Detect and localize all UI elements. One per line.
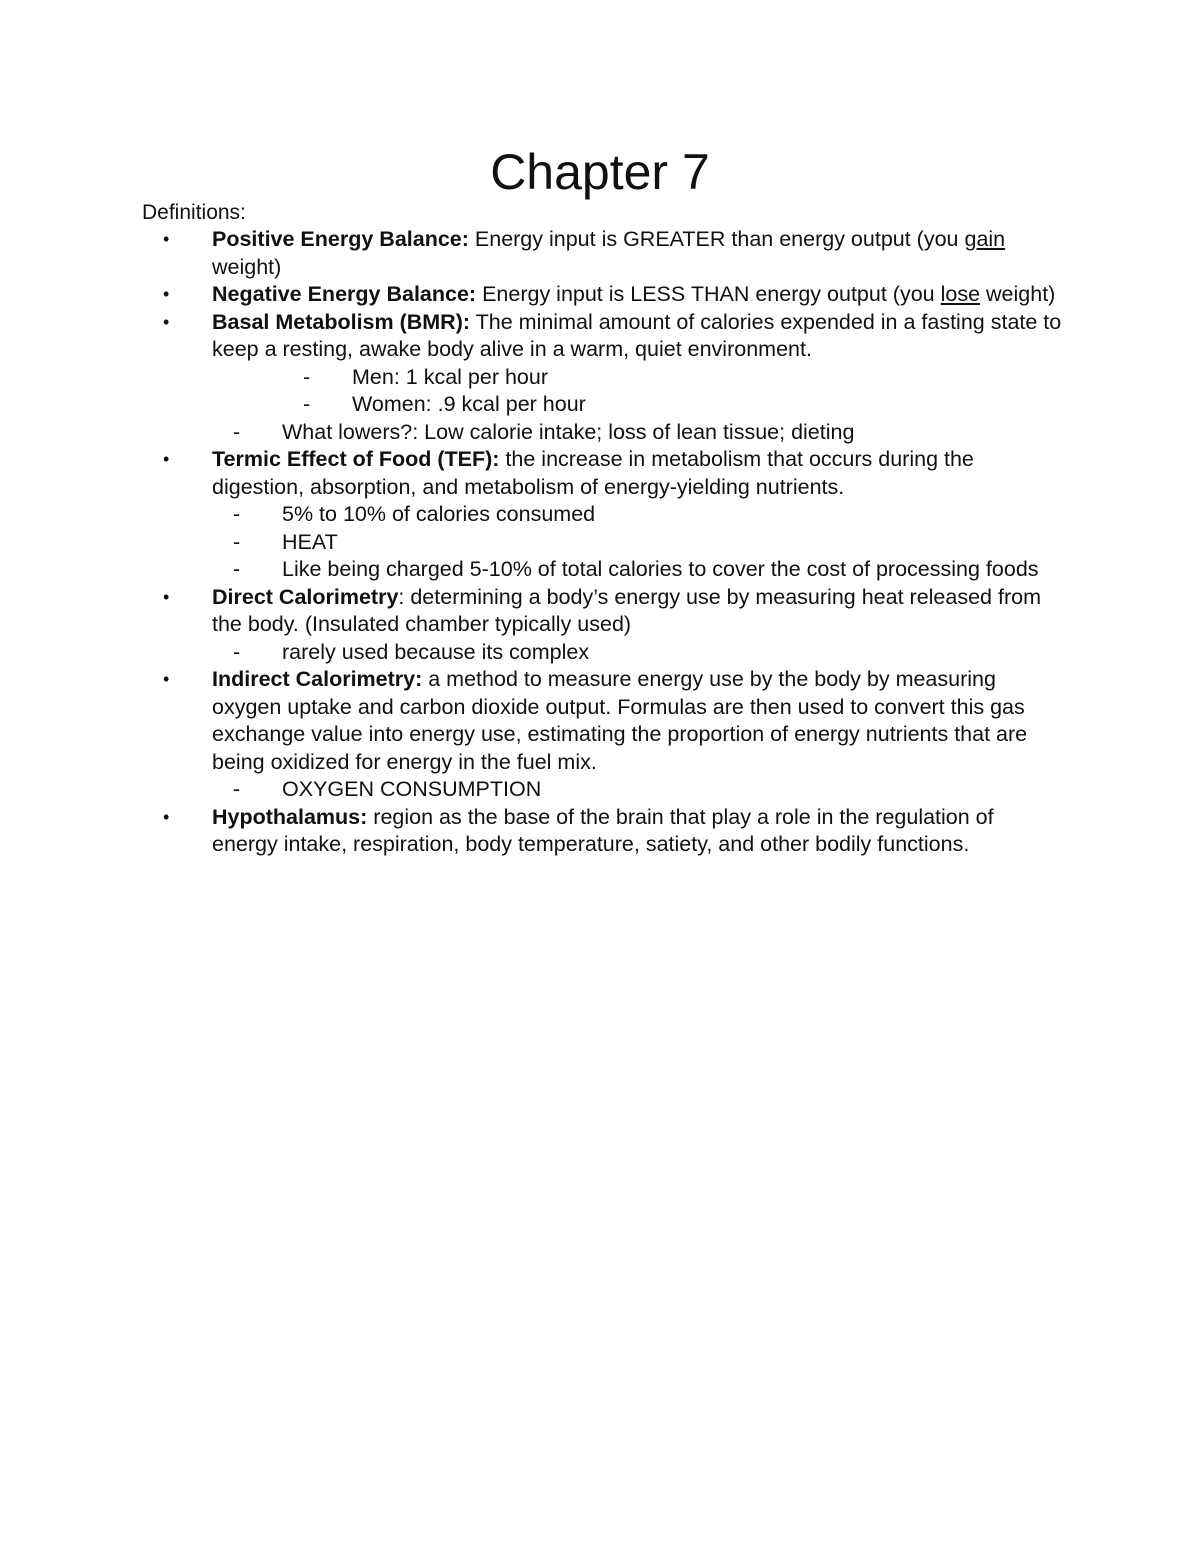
- dash: -: [233, 419, 241, 444]
- sub-item: [0, 419, 1082, 447]
- definition-term: Direct Calorimetry: [212, 584, 399, 609]
- definition-item-basal-metabolism: [0, 309, 1062, 364]
- definition-item-negative-energy-balance: [0, 281, 1062, 309]
- definition-item-indirect-calorimetry: [0, 666, 1062, 776]
- definition-text-end: weight): [212, 254, 282, 279]
- definition-item-termic-effect-of-food: [0, 446, 1062, 501]
- definitions-heading: Definitions:: [142, 201, 246, 224]
- definition-item-positive-energy-balance: [0, 226, 1062, 281]
- definition-term: Positive Energy Balance:: [212, 227, 469, 251]
- definition-text: region as the base of the brain that play a role in the regulation of energy intake, respiration, body temperature, satiety, and other bodily functions.: [212, 804, 994, 856]
- sub-item: [0, 501, 1082, 529]
- definitions-list: [0, 226, 1200, 859]
- sub-item-text: Men: 1 kcal per hour: [352, 364, 548, 389]
- definition-text: Energy input is LESS THAN energy output (you: [476, 282, 941, 306]
- page-title: Chapter 7: [490, 144, 710, 200]
- sub-item-text: What lowers?: Low calorie intake; loss of lean tissue; dieting: [282, 419, 855, 444]
- sub-item: [0, 776, 1082, 804]
- sub-item-text: Women: .9 kcal per hour: [352, 392, 586, 416]
- dash: -: [303, 392, 311, 416]
- definition-text: the increase in metabolism that occurs during the digestion, absorption, and metabolism of energy-yielding nutrients.: [212, 447, 974, 499]
- definition-term: Termic Effect of Food (TEF):: [212, 447, 500, 471]
- definition-term: Basal Metabolism (BMR):: [212, 309, 471, 334]
- dash: -: [233, 639, 241, 664]
- definition-item-direct-calorimetry: [0, 584, 1062, 639]
- bullet: •: [163, 586, 170, 607]
- dash: -: [303, 364, 311, 389]
- bullet: •: [163, 449, 170, 469]
- underlined-word: gain: [964, 227, 1006, 251]
- definition-term: Indirect Calorimetry:: [212, 667, 423, 691]
- sub-item-text: rarely used because its complex: [282, 639, 590, 664]
- definition-text: The minimal amount of calories expended in a fasting state to keep a resting, awake body alive in a warm, quiet environment.: [212, 309, 1062, 361]
- definition-term: Negative Energy Balance:: [212, 282, 477, 306]
- definition-term: Hypothalamus:: [212, 804, 368, 829]
- sub-item-text: HEAT: [282, 529, 338, 554]
- bullet: •: [163, 311, 170, 332]
- dash: -: [233, 502, 241, 526]
- sub-item-text: Like being charged 5-10% of total calories to cover the cost of processing foods: [282, 557, 1039, 581]
- sub-item: [0, 529, 1082, 557]
- bullet: •: [163, 229, 170, 249]
- definition-text: Energy input is GREATER than energy output (you: [468, 227, 965, 251]
- sub-item: [0, 556, 1082, 584]
- sub-item: [0, 391, 1152, 419]
- definition-text: a method to measure energy use by the body by measuring oxygen uptake and carbon dioxide output. Formulas are then used to convert this gas exchange value into energy use, estimating the proportion of energy nutrients that are being oxidized for energy in the fuel mix.: [212, 667, 1028, 774]
- sub-item-text: OXYGEN CONSUMPTION: [282, 777, 542, 801]
- underlined-word: lose: [940, 282, 981, 306]
- sub-item: [0, 639, 1082, 667]
- dash: -: [233, 777, 241, 801]
- bullet: •: [163, 806, 170, 827]
- definition-text: : determining a body’s energy use by measuring heat released from the body. (Insulated chamber typically used): [212, 584, 1041, 636]
- sub-item: [0, 364, 1152, 392]
- sub-item-text: 5% to 10% of calories consumed: [282, 502, 596, 526]
- definition-text-end: weight): [980, 282, 1056, 306]
- bullet: •: [163, 669, 170, 689]
- dash: -: [233, 529, 241, 554]
- dash: -: [233, 557, 241, 581]
- bullet: •: [163, 284, 170, 304]
- definition-item-hypothalamus: [0, 804, 1062, 859]
